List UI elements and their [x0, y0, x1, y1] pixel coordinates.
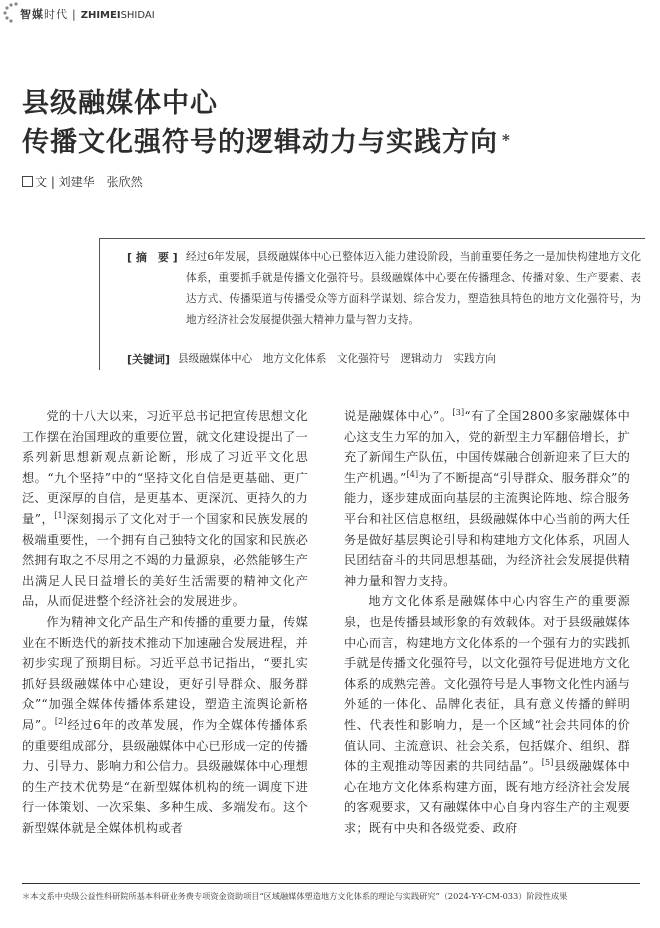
- citation-ref: [4]: [406, 469, 419, 479]
- page-header: [0, 0, 660, 30]
- body-paragraph: 地方文化体系是融媒体中心内容生产的重要源泉，也是传播县域形象的有效载体。对于县级融媒体中心而言，构建地方文化体系的一个强有力的实践抓手就是传播文化强符号，以文化强符号促进地方文化体系的成熟完善。文化强符号是人事物文化性内涵与外延的一体化、品牌化表征，具有意义传播的鲜明性、代表性和影响力，是一个区域“社会共同体的价值认同、主流意识、社会关系，包括媒介、组织、群体的主观推动等因素的共同结晶”。[5]县级融媒体中心在地方文化体系构建方面，既有地方经济社会发展的客观要求，又有融媒体中心自身内容生产的主观要求；既有中央和各级党委、政府: [344, 594, 630, 835]
- publication-brand: 智媒时代 | ZHIMEISHIDAI: [20, 8, 155, 21]
- body-paragraph: 作为精神文化产品生产和传播的重要力量，传媒业在不断迭代的新技术推动下加速融合发展进程，并初步实现了预期目标。习近平总书记指出，“要扎实抓好县级融媒体中心建设，更好引导群众、服务群众”“加强全媒体传播体系建设，塑造主流舆论新格局”。[2]经过6年的改革发展，作为全媒体传播体系的重要组成部分，县级融媒体中心已形成一定的传播力、引导力、影响力和公信力。县级融媒体中心理想的生产技术优势是“在新型媒体机构的统一调度下进行一体策划、一次采集、多种生成、多端发布。这个新型媒体就是全媒体机构或者: [22, 614, 308, 835]
- footnote: ＊本文系中央级公益性科研院所基本科研业务费专项资金资助项目“区域融媒体塑造地方文化体系的理论与实践研究”（2024-Y-Y-CM-033）阶段性成果: [22, 891, 568, 901]
- byline: 文 | 刘建华 张欣然: [22, 173, 143, 190]
- citation-ref: [5]: [541, 758, 554, 768]
- title-line-2: 传播文化强符号的逻辑动力与实践方向: [22, 127, 498, 158]
- square-icon: [22, 176, 33, 187]
- citation-ref: [1]: [54, 510, 67, 520]
- abstract-label: [ 摘 要 ]: [127, 251, 178, 264]
- body-paragraph: 党的十八大以来，习近平总书记把宣传思想文化工作摆在治国理政的重要位置，就文化建设提出了一系列新思想新观点新论断，形成了习近平文化思想。“九个坚持”中的“坚持文化自信是更基础、更广泛、更深厚的自信，是更基本、更深沉、更持久的力量”，[1]深刻揭示了文化对于一个国家和民族发展的极端重要性，一个拥有自己独特文化的国家和民族必然拥有取之不尽用之不竭的力量源泉，必然能够生产出满足人民日益增长的美好生活需要的精神文化产品，从而促进整个经济社会的发展进步。: [22, 409, 308, 609]
- citation-ref: [3]: [452, 407, 465, 417]
- title-footnote-mark: *: [502, 131, 511, 149]
- title-line-1: 县级融媒体中心: [22, 88, 218, 119]
- abstract-text: 经过6年发展，县级融媒体中心已整体迈入能力建设阶段，当前重要任务之一是加快构建地方文化体系，重要抓手就是传播文化强符号。县级融媒体中心要在传播理念、传播对象、生产要素、表达方式、传播渠道与传播受众等方面科学谋划、综合发力，塑造独具特色的地方文化强符号，为地方经济社会发展提供强大精神力量与智力支持。: [186, 251, 641, 326]
- footnote-divider: [22, 883, 640, 884]
- abstract-box: [99, 238, 645, 370]
- body-paragraph: 说是融媒体中心”。[3]“有了全国2800多家融媒体中心这支生力军的加入，党的新型主力军翻倍增长，扩充了新闻生产队伍，中国传媒融合创新迎来了巨大的生产机遇。”[4]为了不断提高“引导群众、服务群众”的能力，逐步建成面向基层的主流舆论阵地、综合服务平台和社区信息枢纽，县级融媒体中心当前的两大任务是做好基层舆论引导和构建地方文化体系，巩固人民团结奋斗的共同思想基础，为经济社会发展提供精神力量和智力支持。: [344, 407, 630, 588]
- article-title: [22, 84, 511, 162]
- keywords-label: [关键词]: [127, 353, 171, 366]
- body-column-left: [22, 406, 308, 876]
- body-column-right: [344, 406, 630, 876]
- citation-ref: [2]: [54, 716, 67, 726]
- keywords-text: 县级融媒体中心 地方文化体系 文化强符号 逻辑动力 实践方向: [178, 353, 496, 365]
